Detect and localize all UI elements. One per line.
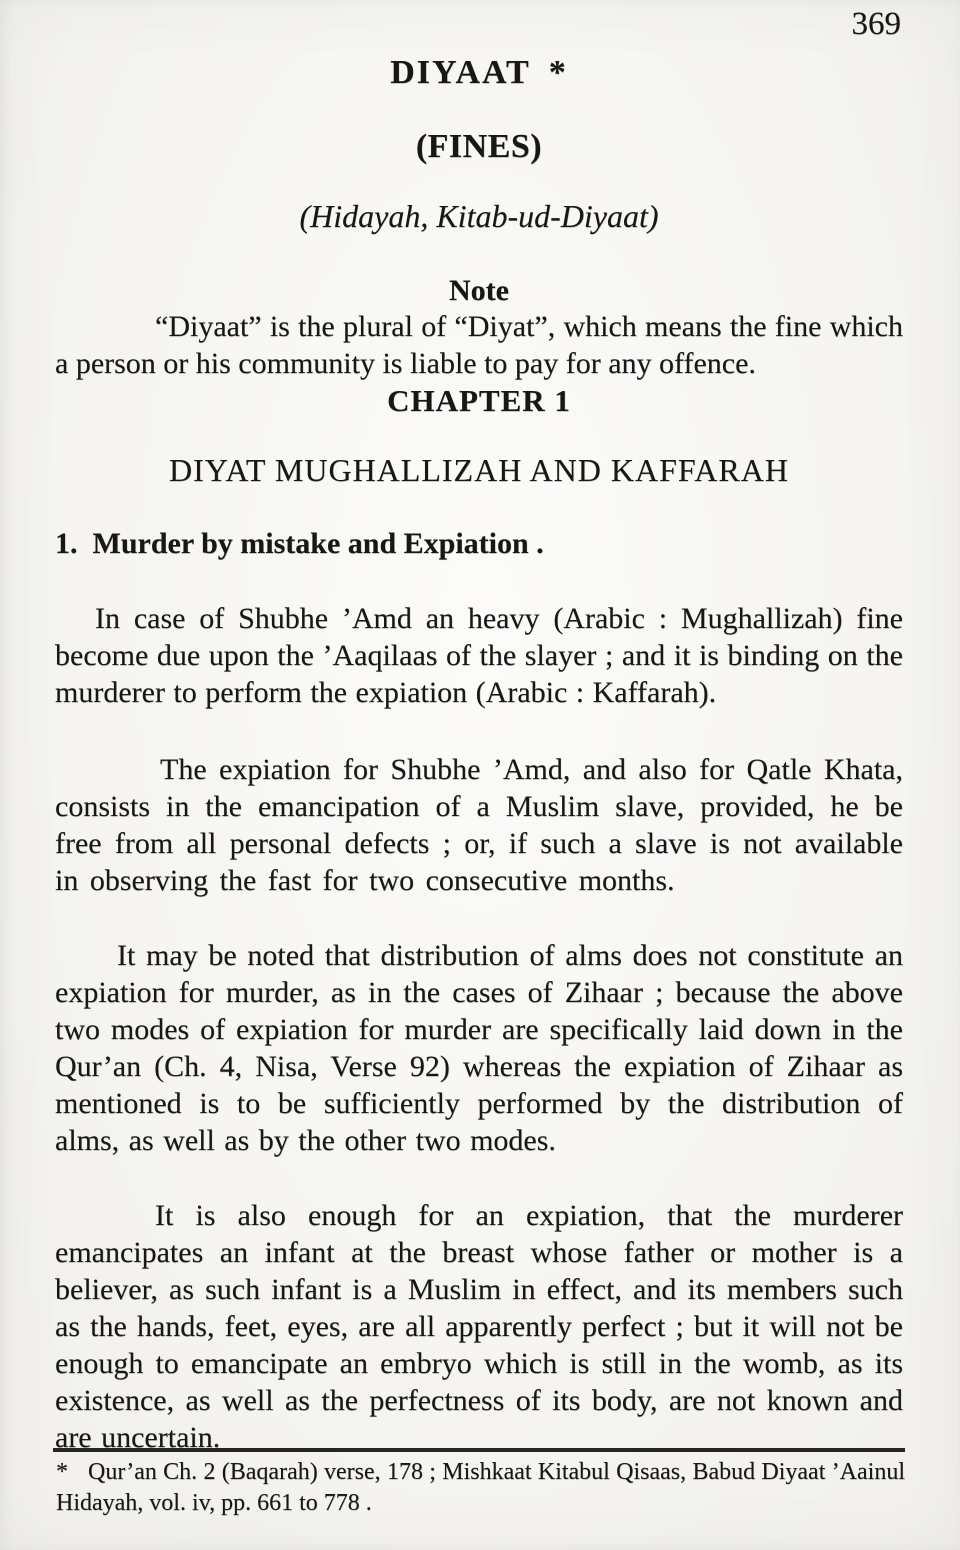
chapter-heading: CHAPTER 1 [387, 383, 571, 418]
document-title [55, 54, 903, 92]
footnote-text: Qur’an Ch. 2 (Baqarah) verse, 178 ; Mishkaat Kitabul Qisaas, Babud Diyaat ’Aainul Hidayah, vol. iv, pp. 661 to 778 . [56, 1459, 905, 1516]
section-heading: 1. Murder by mistake and Expiation . [55, 527, 544, 560]
footnote-divider [53, 1448, 905, 1452]
paragraph-4: It is also enough for an expiation, that the murderer emancipates an infant at the breast whose father or mother is a believer, as such infant is a Muslim in effect, and its members such as the hands, feet, eyes, are all apparently perfect ; but it will not be enough to emancipate an embryo which is still in the womb, as its existence, as well as the perfectness of its body, are not known and are uncertain. [55, 1199, 903, 1454]
chapter-title: DIYAT MUGHALLIZAH AND KAFFARAH [169, 452, 789, 488]
footnote-reference-asterisk: * [548, 54, 568, 91]
footnote [53, 1457, 905, 1519]
paragraph-3: It may be noted that distribution of alms does not constitute an expiation for murder, as in the cases of Zihaar ; because the above two modes of expiation for murder are specifically laid down in the Qur’an (Ch. 4, Nisa, Verse 92) whereas the expiation of Zihaar as mentioned is to be sufficiently performed by the distribution of alms, as well as by the other two modes. [55, 939, 903, 1157]
source-reference: (Hidayah, Kitab-ud-Diyaat) [299, 198, 659, 234]
footnote-section [53, 1448, 905, 1519]
paragraph-1: In case of Shubhe ’Amd an heavy (Arabic : Mughallizah) fine become due upon the ’Aaqilaas of the slayer ; and it is binding on the murderer to perform the expiation (Arabic : Kaffarah). [55, 602, 903, 709]
page-number: 369 [851, 6, 901, 42]
document-subtitle: (FINES) [415, 128, 543, 165]
paragraph-2: The expiation for Shubhe ’Amd, and also for Qatle Khata, consists in the emancipation of a Muslim slave, provided, he be free from all personal defects ; or, if such a slave is not available in observing the fast for two consecutive months. [55, 753, 903, 897]
note-text: “Diyaat” is the plural of “Diyat”, which means the fine which a person or his community is liable to pay for any offence. [55, 310, 903, 380]
footnote-marker: * [56, 1459, 68, 1485]
note-heading: Note [449, 274, 509, 307]
document-title-text: DIYAAT [390, 54, 531, 91]
